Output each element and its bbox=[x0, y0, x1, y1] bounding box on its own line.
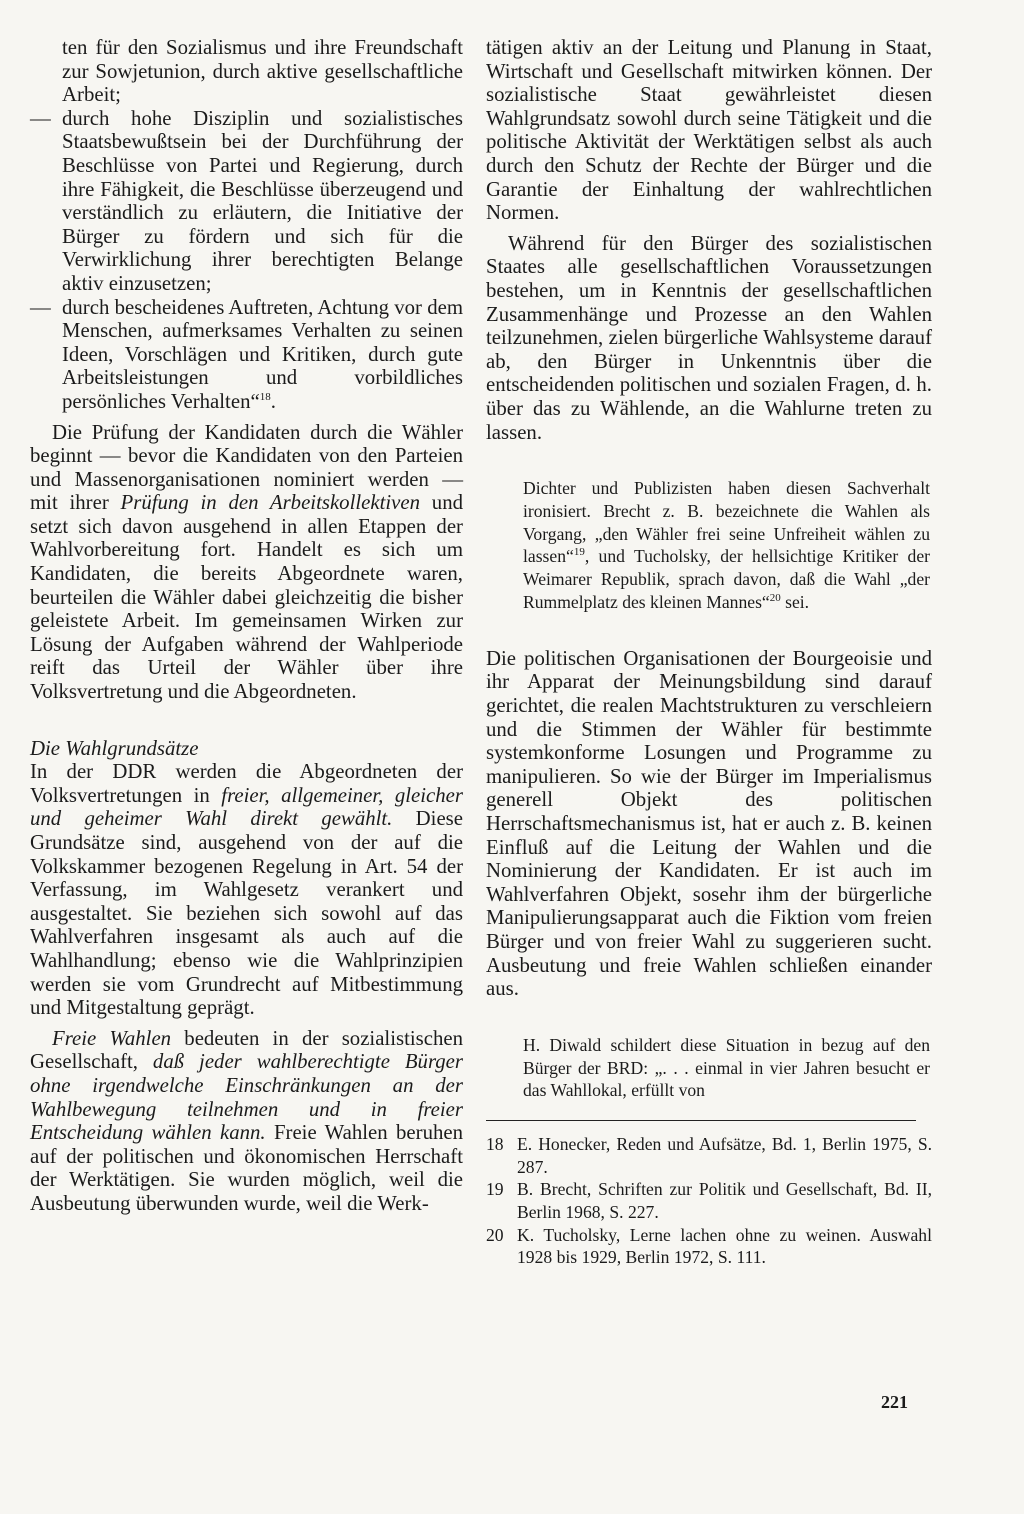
footnote bbox=[486, 1178, 932, 1223]
right-column bbox=[486, 36, 932, 1269]
footnote-number: 18 bbox=[486, 1134, 504, 1155]
paragraph bbox=[30, 421, 463, 704]
text: , und Tucholsky, der hellsichtige Kritiker der Weimarer Republik, sprach davon, daß die Wahl „der Rummelplatz des kleinen Mannes“ bbox=[523, 546, 930, 613]
bullet-dash: — bbox=[30, 106, 51, 130]
small-print-excursus: H. Diwald schildert diese Situation in bezug auf den Bürger der BRD: „. . . einmal in vier Jahren besucht er das Wahllokal, erfüllt von bbox=[523, 1034, 930, 1101]
footnote-number: 19 bbox=[486, 1179, 504, 1200]
bullet-item bbox=[30, 296, 463, 414]
text: Die Prüfung der Kandidaten durch die Wähler beginnt — bevor die Kandidaten von den Parteien und Massenorganisationen nominiert werden — mit ihrer bbox=[30, 420, 463, 515]
bullet-item bbox=[30, 107, 463, 296]
footnote-ref: 20 bbox=[769, 592, 781, 605]
footnote-ref: 19 bbox=[573, 546, 585, 559]
bullet-text-end: . bbox=[270, 389, 276, 413]
small-print-excursus bbox=[486, 477, 932, 614]
text: Dichter und Publizisten haben diesen Sachverhalt ironisiert. Brecht z. B. bezeichnete die Wahlen als Vorgang, „den Wähler frei seine Unfreiheit wählen zu lassen“ bbox=[523, 478, 930, 567]
paragraph bbox=[30, 760, 463, 1020]
left-column bbox=[30, 36, 463, 1216]
footnote-text: E. Honecker, Reden und Aufsätze, Bd. 1, Berlin 1975, S. 287. bbox=[517, 1134, 932, 1177]
text: sei. bbox=[780, 592, 810, 613]
emphasis: daß jeder wahlberechtigte Bürger ohne irgendwelche Einschränkungen an der Wahlbewegung teilnehmen und in freier Entscheidung wählen kann. bbox=[30, 1050, 464, 1145]
bullet-text: durch bescheidenes Auftreten, Achtung vor dem Menschen, aufmerksames Verhalten zu seinen Ideen, Vorschlägen und Kritiken, durch gute Arbeitsleistungen und vorbildliches persönliches Verhalten“ bbox=[62, 295, 463, 413]
text: und setzt sich davon ausgehend in allen Etappen der Wahlvorbereitung fort. Handelt es sich um Kandidaten, die bereits Abgeordnete waren, beurteilen die Wähler dabei gleichzeitig die bisher geleistete Arbeit. Im gemeinsamen Wirken zur Lösung der Aufgaben während der Wahlperiode reift das Urteil der Wähler über ihre Volksvertretung und die Abgeordneten. bbox=[30, 491, 463, 704]
paragraph-continuation: tätigen aktiv an der Leitung und Planung in Staat, Wirtschaft und Gesellschaft mitwirken können. Der sozialistische Staat gewährleistet diesen Wahlgrundsatz sowohl durch seine Tätigkeit und die politische Aktivität der Werktätigen selbst als auch durch den Schutz der Rechte der Bürger und die Garantie der Einhaltung der wahlrechtlichen Normen. bbox=[486, 36, 932, 225]
paragraph bbox=[30, 1027, 463, 1216]
emphasis: Prüfung in den Arbeitskollektiven bbox=[120, 491, 421, 515]
footnote-text: B. Brecht, Schriften zur Politik und Gesellschaft, Bd. II, Berlin 1968, S. 227. bbox=[517, 1179, 932, 1222]
footnote bbox=[486, 1224, 932, 1269]
text: In der DDR werden die Abgeordneten der Volksvertretungen in bbox=[30, 760, 463, 807]
emphasis: freier, allgemeiner, gleicher und geheimer Wahl direkt gewählt. bbox=[30, 783, 463, 831]
footnote-ref: 18 bbox=[259, 390, 271, 403]
footnote-number: 20 bbox=[486, 1224, 504, 1245]
footnote bbox=[486, 1133, 932, 1178]
footnote-text: K. Tucholsky, Lerne lachen ohne zu weinen. Auswahl 1928 bis 1929, Berlin 1972, S. 111. bbox=[517, 1224, 932, 1268]
bullet-dash: — bbox=[30, 295, 51, 319]
footnotes bbox=[486, 1133, 932, 1269]
paragraph: Während für den Bürger des sozialistischen Staates alle gesellschaftlichen Voraussetzungen bestehen, um in Kenntnis der gesellschaftlichen Zusammenhänge und Prozesse an den Wahlen teilzunehmen, zielen bürgerliche Wahlsysteme darauf ab, den Bürger in Unkenntnis über die entscheidenden politischen und sozialen Fragen, d. h. über das zu Wählende, an die Wahlurne treten zu lassen. bbox=[486, 231, 932, 444]
text: Freie Wahlen beruhen auf der politischen und ökonomischen Herrschaft der Werktätigen. Sie wurden möglich, weil die Ausbeutung überwunden wurde, weil die Werk- bbox=[30, 1121, 463, 1215]
footnote-divider bbox=[486, 1120, 916, 1121]
page-number: 221 bbox=[881, 1392, 908, 1412]
section-heading: Die Wahlgrundsätze bbox=[30, 736, 199, 760]
paragraph: Die politischen Organisationen der Bourgeoisie und ihr Apparat der Meinungsbildung sind darauf gerichtet, die realen Machtstrukturen zu verschleiern und die Stimmen der Wähler für bestimmte systemkonforme Losungen und Programme zu manipulieren. So wie der Bürger im Imperialismus generell Objekt des politischen Herrschaftsmechanismus ist, hat er auch z. B. keinen Einfluß auf die Leitung der Wahlen und die Nominierung der Kandidaten. Er ist auch im Wahlverfahren Objekt, sosehr ihm der bürgerliche Manipulierungsapparat auch die Fiktion vom freien Bürger und von freier Wahl zu suggerieren sucht. Ausbeutung und freie Wahlen schließen einander aus. bbox=[486, 646, 932, 1001]
paragraph-continuation: ten für den Sozialismus und ihre Freundschaft zur Sowjetunion, durch aktive gesellschaftliche Arbeit; bbox=[62, 36, 463, 107]
text: bedeuten in der sozialistischen Gesellschaft, bbox=[30, 1026, 463, 1074]
bullet-text: durch hohe Disziplin und sozialistisches Staatsbewußtsein bei der Durchführung der Beschlüsse von Partei und Regierung, durch ihre Fähigkeit, die Beschlüsse überzeugend und verständlich zu erläutern, die Initiative der Bürger zu fördern und sich für die Verwirklichung ihrer berechtigten Belange aktiv einzusetzen; bbox=[62, 106, 463, 295]
text: Diese Grundsätze sind, ausgehend von der auf die Volkskammer bezogenen Regelung in Art. 54 der Verfassung, im Wahlgesetz verankert und ausgestaltet. Sie beziehen sich sowohl auf das Wahlverfahren insgesamt als auch auf die Wahlhandlung; ebenso wie die Wahlprinzipien werden sie vom Grundrecht auf Mitbestimmung und Mitgestaltung geprägt. bbox=[30, 807, 463, 1020]
emphasis: Freie Wahlen bbox=[52, 1026, 172, 1050]
